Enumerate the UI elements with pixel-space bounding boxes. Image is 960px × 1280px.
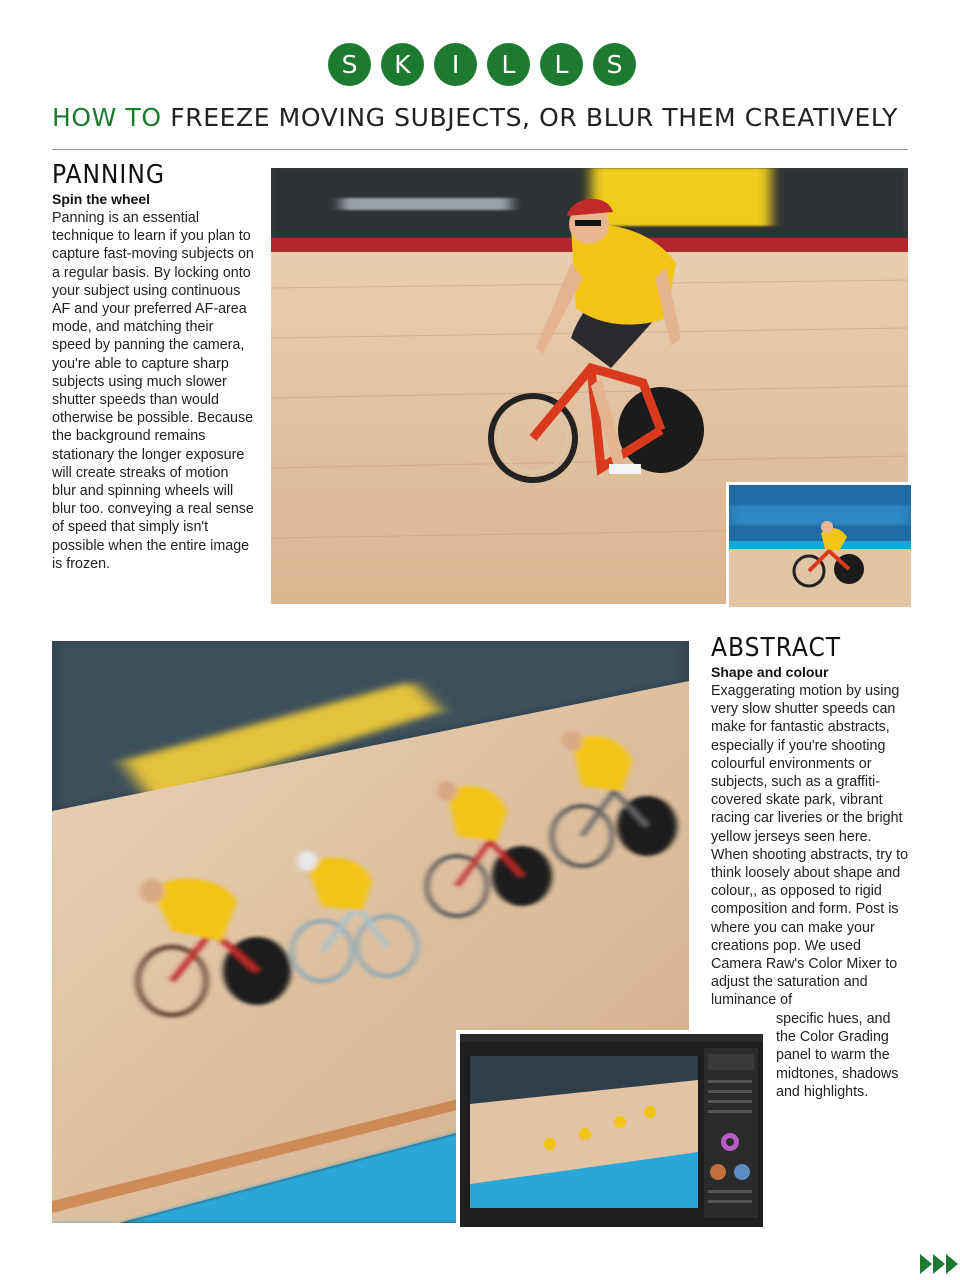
skills-letter: I [434, 43, 477, 86]
headline-accent: HOW TO [52, 103, 162, 132]
skills-letter: S [593, 43, 636, 86]
header-divider [52, 149, 908, 150]
abstract-title: ABSTRACT [711, 633, 842, 663]
panning-subtitle: Spin the wheel [52, 191, 151, 207]
forward-arrows-icon [920, 1252, 960, 1276]
camera-raw-screenshot [456, 1030, 763, 1227]
abstract-body: Exaggerating motion by using very slow shutter speeds can make for fantastic abstracts, especially if you're shooting colourful environments or subjects, such as a graffiti-covered skate park, vibrant racing car liveries or the bright yellow jerseys seen here. When shooting abstracts, try to think loosely about shape and colour,, as opposed to rigid composition and form. Post is where you can make your creations pop. We used Camera Raw's Color Mixer to adjust the saturation and luminance of [711, 683, 909, 1009]
abstract-subtitle: Shape and colour [711, 664, 829, 680]
panning-title: PANNING [52, 160, 165, 190]
page-headline [52, 103, 912, 132]
panning-body: Panning is an essential technique to learn if you plan to capture fast-moving subjects on a regular basis. By locking onto your subject using continuous AF and your preferred AF-area mode, and matching their speed by panning the camera, you're able to capture sharp subjects using much slower shutter speeds than would otherwise be possible. Because the background remains stationary the longer exposure will create streaks of motion blur and spinning wheels will blur too. conveying a real sense of speed that simply isn't possible when the entire image is frozen. [52, 210, 254, 572]
skills-letter: K [381, 43, 424, 86]
skills-badge [328, 43, 636, 86]
headline-text: FREEZE MOVING SUBJECTS, OR BLUR THEM CREATIVELY [170, 103, 898, 132]
next-page-arrows [920, 1252, 960, 1276]
skills-letter: L [540, 43, 583, 86]
abstract-body-continued: specific hues, and the Color Grading panel to warm the midtones, shadows and highlights. [776, 1011, 899, 1100]
skills-letter: L [487, 43, 530, 86]
skills-letter: S [328, 43, 371, 86]
panning-inset-photo [726, 482, 911, 607]
